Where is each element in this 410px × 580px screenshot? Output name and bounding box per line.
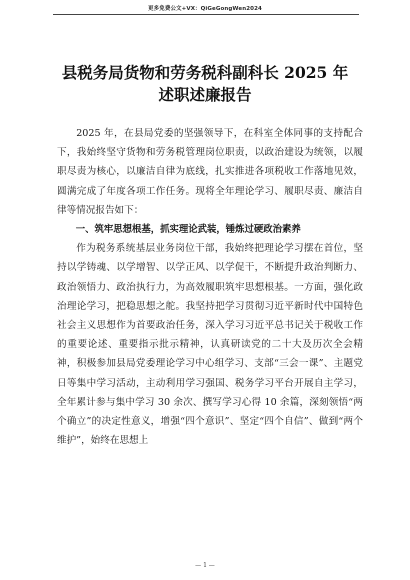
header-divider xyxy=(53,14,359,15)
section-heading: 一、筑牢思想根基，抓实理论武装，锤炼过硬政治素养 xyxy=(75,224,301,236)
document-body xyxy=(57,124,363,450)
title-line-1: 县税务局货物和劳务税科副科长 2025 年 xyxy=(61,63,349,82)
title-line-2: 述职述廉报告 xyxy=(158,85,252,104)
body-paragraph: 作为税务系统基层业务岗位干部，我始终把理论学习摆在首位，坚持以学铸魂、以学增智、以学正风、以学促干，不断提升政治判断力、政治领悟力、政治执行力，为高效履职筑牢思想根基。一方面，强化政治理论学习，把稳思想之舵。我坚持把学习贯彻习近平新时代中国特色社会主义思想作为首要政治任务，深入学习习近平总书记关于税收工作的重要论述、重要指示批示精神，认真研读党的二十大及历次全会精神，积极参加县局党委理论学习中心组学习、支部“三会一课”、主题党日等集中学习活动，主动利用学习强国、税务学习平台开展自主学习，全年累计参与集中学习 30 余次、撰写学习心得 10 余篇，深刻领悟“两个确立”的决定性意义，增强“四个意识”、坚定“四个自信”、做到“两个维护”，始终在思想上 xyxy=(57,243,363,447)
page-number: — 1 — xyxy=(195,562,215,569)
header-note: 更多免费公文+VX：QiGeGongWen2024 xyxy=(148,6,262,12)
intro-paragraph: 2025 年，在县局党委的坚强领导下，在科室全体同事的支持配合下，我始终坚守货物和劳务税管理岗位职责，以政治建设为统领，以履职尽责为核心，以廉洁自律为底线，扎实推进各项税收工作落地见效，圆满完成了年度各项工作任务。现将全年理论学习、履职尽责、廉洁自律等情况报告如下： xyxy=(57,128,363,216)
document-title xyxy=(40,62,370,106)
